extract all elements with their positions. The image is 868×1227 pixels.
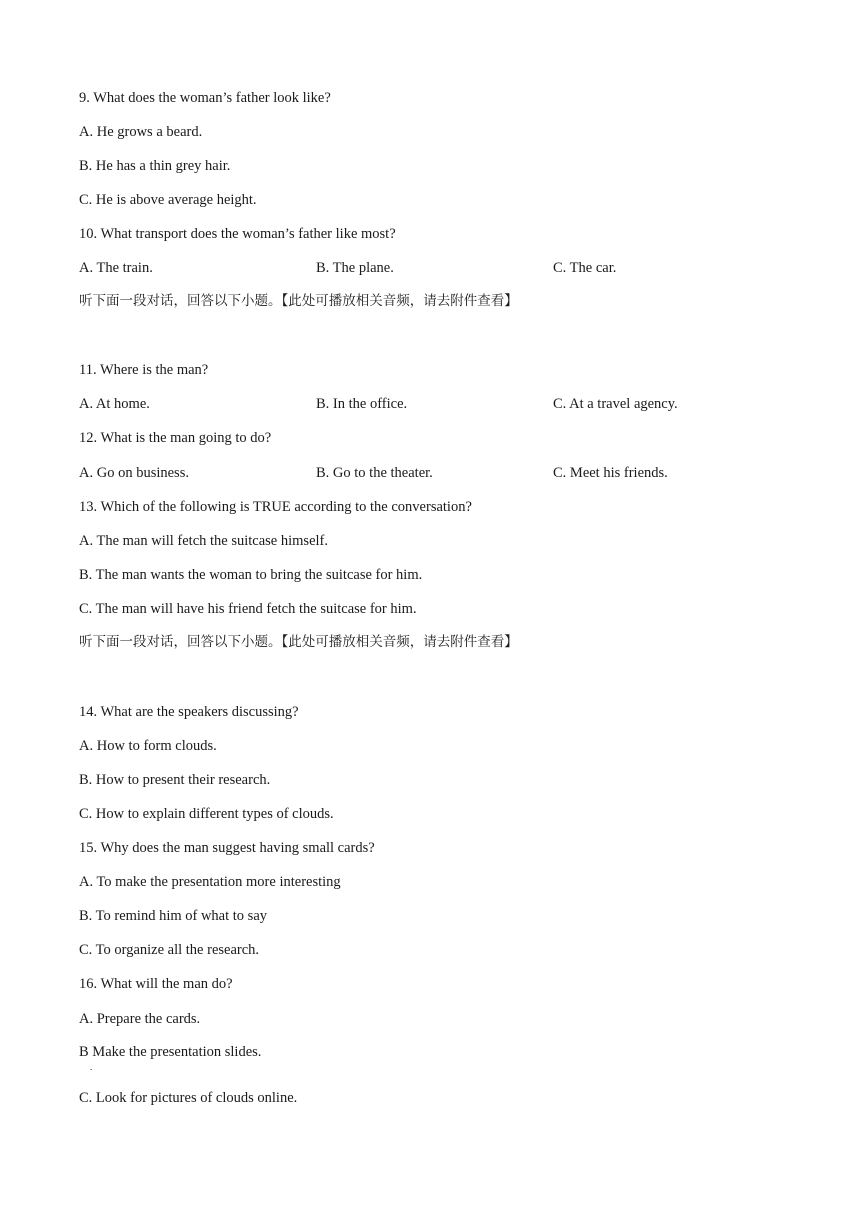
question-10: 10. What transport does the woman’s father like most? <box>79 226 396 242</box>
question-13: 13. Which of the following is TRUE according to the conversation? <box>79 499 472 515</box>
q15-option-b: B. To remind him of what to say <box>79 908 268 924</box>
q12-option-b: B. Go to the theater. <box>316 465 433 481</box>
question-15: 15. Why does the man suggest having small cards? <box>79 840 375 856</box>
q16-option-c: C. Look for pictures of clouds online. <box>79 1090 298 1106</box>
q14-option-b: B. How to present their research. <box>79 772 271 788</box>
question-16: 16. What will the man do? <box>79 976 233 992</box>
q9-option-b: B. He has a thin grey hair. <box>79 158 231 174</box>
question-12: 12. What is the man going to do? <box>79 430 272 446</box>
q11-option-b: B. In the office. <box>316 396 408 412</box>
q14-option-c: C. How to explain different types of clouds. <box>79 806 334 822</box>
q10-option-c: C. The car. <box>553 260 617 276</box>
q11-option-c: C. At a travel agency. <box>553 396 678 412</box>
q14-option-a: A. How to form clouds. <box>79 738 217 754</box>
q12-option-c: C. Meet his friends. <box>553 465 668 481</box>
q11-option-a: A. At home. <box>79 396 150 412</box>
q12-option-a: A. Go on business. <box>79 465 189 481</box>
q13-option-b: B. The man wants the woman to bring the suitcase for him. <box>79 567 423 583</box>
audio-instruction-1: 听下面一段对话，回答以下小题。【此处可播放相关音频，请去附件查看】 <box>79 293 518 309</box>
question-14: 14. What are the speakers discussing? <box>79 704 299 720</box>
q15-option-a: A. To make the presentation more interesting <box>79 874 341 890</box>
question-9: 9. What does the woman’s father look like? <box>79 90 331 106</box>
q9-option-c: C. He is above average height. <box>79 192 257 208</box>
question-11: 11. Where is the man? <box>79 362 209 378</box>
q10-option-a: A. The train. <box>79 260 153 276</box>
q16-option-a: A. Prepare the cards. <box>79 1011 201 1027</box>
q13-option-a: A. The man will fetch the suitcase himself. <box>79 533 328 549</box>
q10-option-b: B. The plane. <box>316 260 394 276</box>
audio-instruction-2: 听下面一段对话，回答以下小题。【此处可播放相关音频，请去附件查看】 <box>79 634 518 650</box>
q16-option-b: B Make the presentation slides. <box>79 1044 262 1060</box>
stray-mark: . <box>90 1062 93 1072</box>
q13-option-c: C. The man will have his friend fetch the suitcase for him. <box>79 601 417 617</box>
q9-option-a: A. He grows a beard. <box>79 124 203 140</box>
q15-option-c: C. To organize all the research. <box>79 942 260 958</box>
